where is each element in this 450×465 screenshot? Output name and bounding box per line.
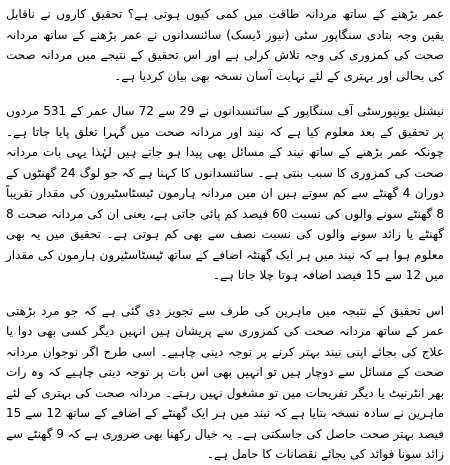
article-paragraph-3: اس تحقیق کے نتیجہ میں ماہرین کی طرف سے تجویز دی گئی ہے کہ جو مرد بڑھتی عمر کے ساتھ مردانہ صحت کی کمزوری سے پریشان ہیں انہیں دیگر کسی بھی دوا یا علاج کی بجائے اپنی نیند بہتر کرنے پر توجہ دینی چاہیے۔ اسی طرح اگر نوجوان مردانہ صحت کے مسائل سے دوچار ہیں تو انہیں بھی اس بات پر توجہ دینی چاہیے کہ وہ رات بھر انٹرنیٹ یا دیگر تفریحات میں تو مشغول نہیں رہتے۔ مردانہ صحت کی بہتری کے لئے ماہرین نے سادہ نسخہ بتایا ہے کہ نیند میں ہر ایک گھنٹے کے اضافے کے ساتھ 12 سے 15 فیصد بہتر صحت حاصل کی جاسکتی ہے۔ یہ خیال رکھنا بھی ضروری ہے کہ 9 گھنٹے سے زائد سونا فوائد کی بجائے نقصانات کا حامل ہے۔	[6, 303, 444, 461]
article-paragraph-1: عمر بڑھنے کے ساتھ مردانہ طاقت میں کمی کیوں ہوتی ہے؟ تحقیق کاروں نے ناقابل یقین وجہ بتادی سنگاپور سٹی (نیوز ڈیسک) سائنسدانوں نے عمر بڑھنے کے ساتھ مردانہ صحت کی کمزوری کی وجہ تلاش کرلی ہے اور اس تحقیق کے نتیجے میں مردانہ صحت کی بحالی اور بہتری کے لئے نہایت آسان نسخہ بھی بیان کردیا ہے۔	[6, 7, 444, 83]
article-paragraph-2: نیشنل یونیورسٹی آف سنگاپور کے سائنسدانوں نے 29 سے 72 سال عمر کے 531 مردوں پر تحقیق کے بعد معلوم کیا ہے کہ نیند اور مردانہ صحت میں گہرا تعلق پایا جاتا ہے۔ چونکہ عمر بڑھنے کے ساتھ نیند کے مسائل بھی پیدا ہو جاتے ہیں لہٰذا یہی بات مردانہ صحت کی کمزوری کا سبب بنتی ہے۔ سائنسدانوں کا کہنا ہے کہ جو لوگ 24 گھنٹوں کے دوران 4 گھنٹے سے کم سوتے ہیں ان میں مردانہ ہارمون ٹیسٹاسٹیرون کی مقدار تقریباً 8 گھنٹے سونے والوں کی نسبت 60 فیصد کم پائی جاتی ہے، یعنی ان کی مردانہ صحت 8 گھنٹے یا زائد سونے والوں کی نسبت نصف سے بھی کم ہوتی ہے۔ تحقیق میں یہ بھی معلوم ہوا ہے کہ نیند میں ہر ایک گھنٹہ اضافے کے ساتھ ٹیسٹاسٹیرون ہارمون کی مقدار میں 12 سے 15 فیصد اضافہ ہوتا چلا جاتا ہے۔	[6, 104, 444, 282]
